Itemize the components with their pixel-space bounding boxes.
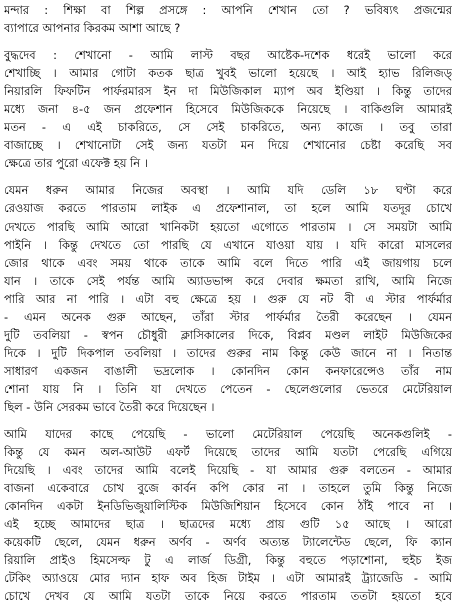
text-line: সাধারণ একজন বাঙালী ভদ্রলোক । কোনদিন কোন কনফারেন্সেও তাঁর নাম [4, 363, 452, 378]
question-paragraph [4, 1, 452, 37]
text-line: পারি আর না পারি । এটা বহু ক্ষেত্রে হয় । গুরু যে নট বী এ স্টার পার্ফর্মার [4, 291, 452, 306]
text-line: ব্যাপারে আপনার কিরকম আশা আছে ? [4, 21, 181, 36]
text-line: শোনা যায় নি । তিনি যা দেখতে পেতেন - ছেলেগুলোর ভেতরে মেটেরিয়াল [4, 381, 452, 396]
text-line: কয়েকটি ছেলে, যেমন ধরুন অর্ণব - অর্ণব অত্যন্ত ট্যালেন্টেড ছেলে, ফি ক্যান [4, 535, 452, 550]
paragraph-gap [4, 416, 452, 425]
text-line: দিয়েছি । এবং তাদের আমি বলেই দিয়েছি - যা আমার গুরু বলতেন - আমার [4, 463, 452, 478]
paragraph-gap [4, 172, 452, 181]
text-line: কিন্তু যে কমন অল-আউট এফর্ট দিয়েছে তাদের আমি যতটা পেরেছি এগিয়ে [4, 445, 452, 460]
text-line: আমি যাদের কাছে পেয়েছি - ভালো মেটেরিয়াল পেয়েছি অনেকগুলিই - [4, 427, 452, 442]
text-line: বাজাচ্ছে । শেখানোটা সেই জন্য যতটা মন দিয়ে শেখানোর চেষ্টা করেছি সব [4, 138, 452, 153]
text-line: দিকে । দুটি দিকপাল তবলিয়া । তাদের গুরুর নাম কিন্তু কেউ জানে না । নিতান্ত [4, 345, 452, 360]
text-line: জোর থাকে এবং সময় থাকে তাকে আমি বলে দিতে পারি এই জায়গায় চলে [4, 255, 452, 270]
text-line: বুদ্ধদেব : শেখানো - আমি লাস্ট বছর আষ্টেক-দশেক ধরেই ভালো করে [4, 48, 452, 63]
text-line: - এমন অনেক গুরু আছেন, তাঁরা স্টার পার্ফর্মার তৈরী করেছেন । যেমন [4, 309, 452, 324]
paragraph-gap [4, 37, 452, 46]
text-line: যান । তাকে সেই পর্যন্ত আমি অ্যাডভান্স করে দেবার ক্ষমতা রাখি, আমি নিজে [4, 273, 452, 288]
text-line: কোনদিন একটা ইনডিভিজুয়ালিস্টিক মিউজিশিয়ান হিসেবে কোন ঠাঁই পাবে না । [4, 499, 452, 514]
text-line: নিয়ারলি ফিফটিন পার্ফরমারস ইন দা মিউজিকাল ম্যাপ অব ইণ্ডিয়া । কিন্তু তাদের [4, 84, 452, 99]
answer-paragraph-1 [4, 46, 452, 172]
text-line: পাইনি । কিন্তু দেখতে তো পারছি যে এখানে যাওয়া যায় । যদি কারো মাসলের [4, 237, 452, 252]
text-line: রেওয়াজ করতে পারতাম লাইক এ প্রফেশানাল, তা হলে আমি যতদূর চোখে [4, 201, 452, 216]
text-line: শেখাচ্ছি । আমার গোটা কতক ছাত্র খুবই ভালো হয়েছে । আই হ্যাভ রিলিজড্ [4, 66, 452, 81]
text-line: রিয়ালি প্রাইও হিমসেল্ফ টু এ লার্জ ডিগ্রী, কিন্তু বহুতে পড়াশোনা, হুইচ ইজ [4, 553, 452, 568]
text-line: দুটি তবলিয়া - স্বপন চৌধুরী ক্লাসিকালের দিকে, বিপ্লব মণ্ডল লাইট মিউজিকের [4, 327, 452, 342]
answer-paragraph-2 [4, 181, 452, 416]
answer-paragraph-3 [4, 425, 452, 605]
text-line: মধ্যে জনা ৪-৫ জন প্রফেশান হিসেবে মিউজিককে নিয়েছে । বাকিগুলি আমারই [4, 102, 452, 117]
text-line: দেখতে পারছি আমি আরো খানিকটা হয়তো এগোতে পারতাম । সে সময়টা আমি [4, 219, 452, 234]
text-line: টেকিং অ্যাওয়ে মোর দ্যান হাফ অব হিজ টাইম । এটা আমারই ট্র্যাজেডি - আমি [4, 571, 452, 586]
text-line: এই হচ্ছে আমাদের ছাত্র । ছাত্রদের মধ্যে প্রায় গুটি ১৫ আছে । আরো [4, 517, 452, 532]
text-line: বাজনা একেবারে চোখ বুজে কার্বন কপি কোর না । তাহলে তুমি কিন্তু নিজে [4, 481, 452, 496]
text-line: যেমন ধরুন আমার নিজের অবস্থা । আমি যদি ডেলি ১৮ ঘণ্টা করে [4, 183, 452, 198]
text-line: ক্ষেত্রে তার পুরো এফেক্ট হয় নি । [4, 156, 148, 171]
text-line: ছিল - উনি সেরকম ভাবে তৈরী করে দিয়েছেন । [4, 399, 215, 414]
text-line: চোখে দেখব যে আমি যতটা তাকে নিয়ে করতে পারতাম ততটা হয়তো হবে [4, 589, 452, 604]
text-line: মন্দার : শিক্ষা বা শিল্প প্রসঙ্গে : আপনি শেখান তো ? ভবিষ্যৎ প্রজন্মের [4, 3, 452, 17]
text-line: মতন - এ এই চাকরিতে, সে সেই চাকরিতে, অন্য কাজে । তবু তারা [4, 120, 452, 135]
